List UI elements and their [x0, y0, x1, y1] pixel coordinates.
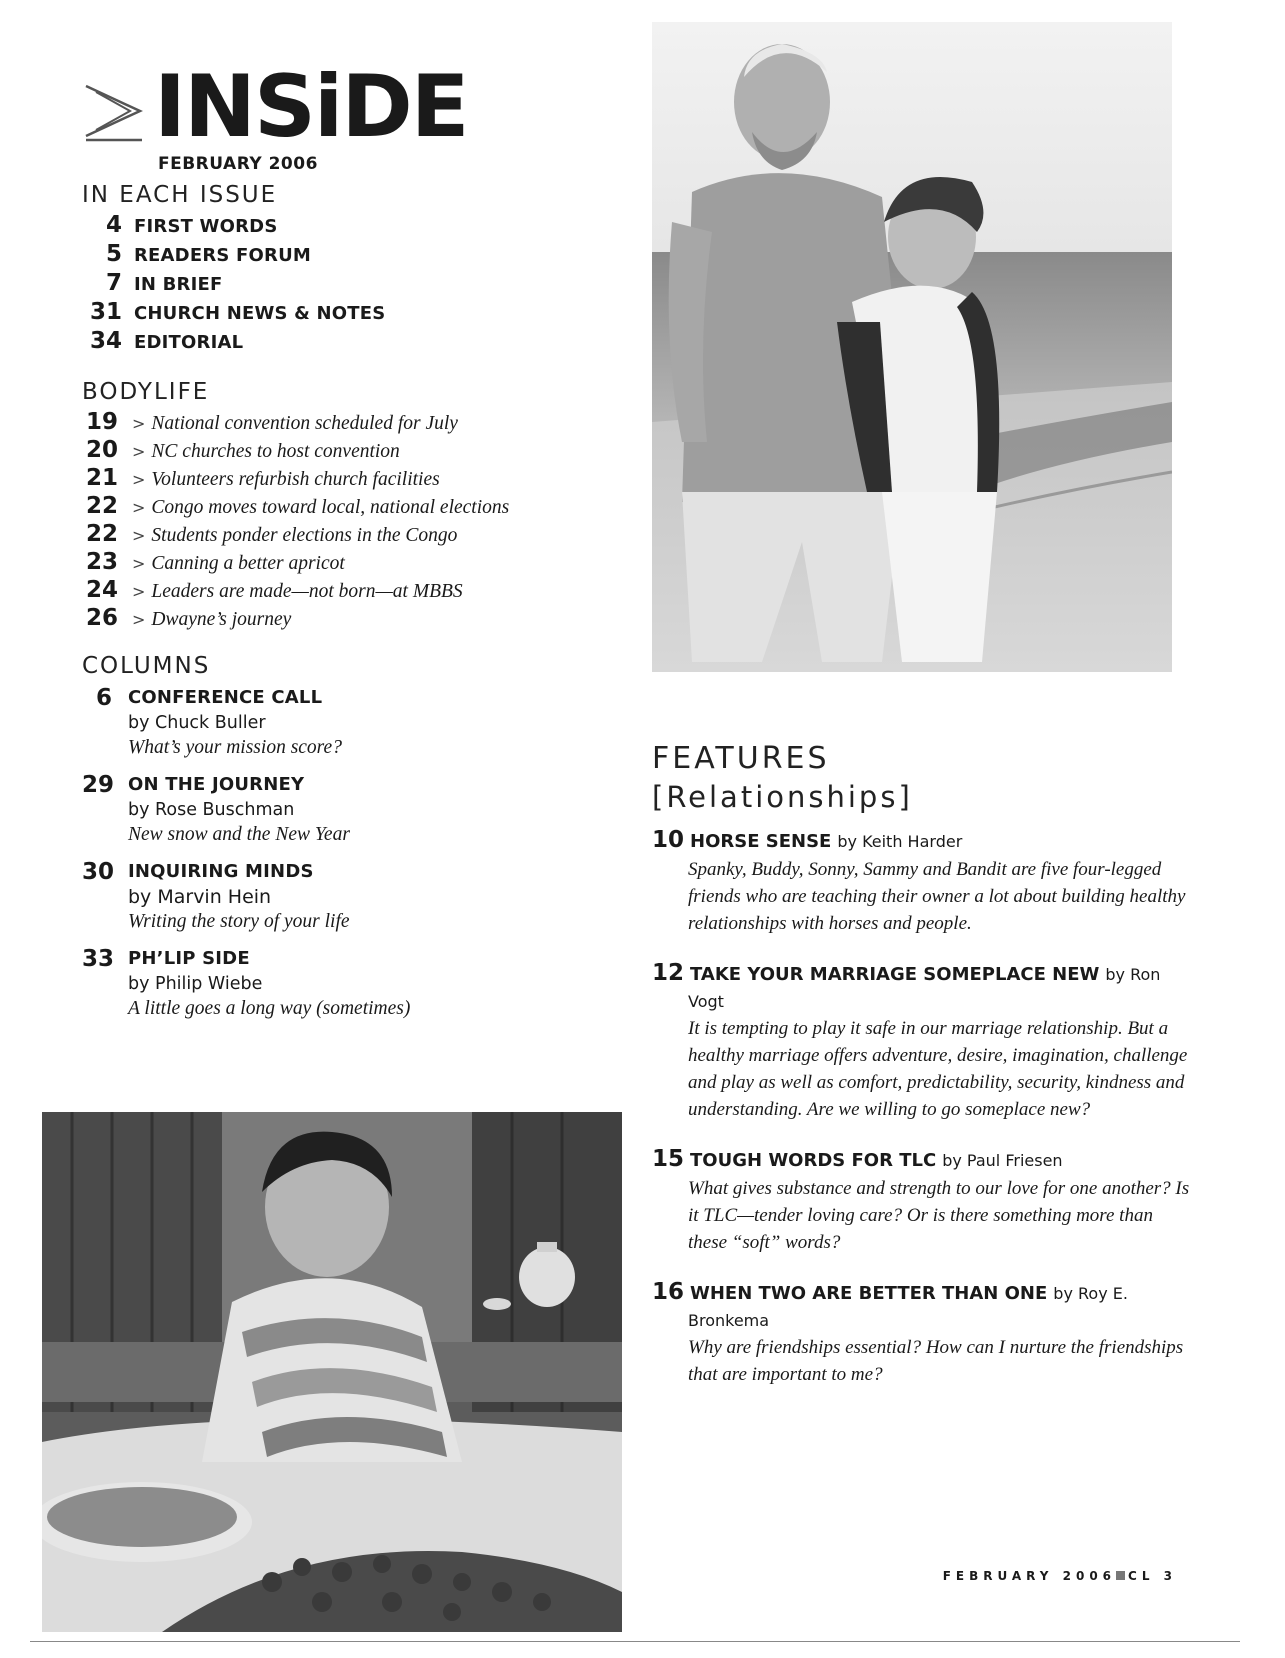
- page-number: 24: [85, 577, 118, 603]
- list-item[interactable]: [82, 270, 602, 299]
- issue-date: FEBRUARY 2006: [158, 154, 318, 174]
- page-number: 10: [652, 827, 685, 853]
- page-number: 6: [95, 685, 112, 711]
- page-number: 31: [89, 299, 122, 325]
- column-dek: New snow and the New Year: [128, 824, 350, 845]
- item-label: READERS FORUM: [134, 245, 312, 266]
- page-number: 12: [652, 960, 685, 986]
- list-item[interactable]: [82, 212, 602, 241]
- footer-date: FEBRUARY 2006: [942, 1569, 1117, 1583]
- couple-beach-photo: [652, 22, 1172, 672]
- byline: by Philip Wiebe: [128, 974, 263, 994]
- page-number: 26: [85, 605, 118, 631]
- feature-item[interactable]: [652, 959, 1192, 1123]
- page-number: 15: [652, 1146, 685, 1172]
- column-dek: A little goes a long way (sometimes): [128, 998, 411, 1019]
- page-number: 19: [85, 409, 118, 435]
- list-item[interactable]: [82, 299, 602, 328]
- item-title: Students ponder elections in the Congo: [151, 525, 458, 546]
- page-number: 30: [82, 859, 115, 885]
- feature-dek: Spanky, Buddy, Sonny, Sammy and Bandit are five four-legged friends who are teaching their owner a lot about building healthy relationships with horses and people.: [688, 859, 1186, 934]
- feature-title: TOUGH WORDS FOR TLC: [690, 1150, 937, 1171]
- list-item[interactable]: [82, 772, 602, 847]
- feature-dek: It is tempting to play it safe in our marriage relationship. But a healthy marriage offers adventure, desire, imagination, challenge and play as well as comfort, predictability, security, kindness and understanding. Are we willing to go someplace new?: [688, 1018, 1188, 1120]
- chevron-right-icon: >: [132, 414, 146, 433]
- footer-page: CL 3: [1128, 1569, 1177, 1583]
- list-item[interactable]: [82, 946, 602, 1021]
- item-title: NC churches to host convention: [151, 441, 400, 462]
- feature-title: TAKE YOUR MARRIAGE SOMEPLACE NEW: [690, 964, 1100, 985]
- column-title: ON THE JOURNEY: [128, 774, 305, 795]
- list-item[interactable]: [82, 241, 602, 270]
- chevron-right-icon: >: [132, 498, 146, 517]
- page-number: 22: [85, 521, 118, 547]
- byline-continued: Vogt: [688, 992, 724, 1011]
- byline: by Marvin Hein: [128, 886, 272, 908]
- bodylife-list: [82, 409, 602, 633]
- feature-title: HORSE SENSE: [690, 831, 832, 852]
- columns-list: [82, 685, 602, 1021]
- feature-title: WHEN TWO ARE BETTER THAN ONE: [690, 1283, 1048, 1304]
- contents-left-column: [82, 180, 602, 1033]
- list-item[interactable]: [82, 437, 602, 465]
- chevron-right-icon: >: [132, 470, 146, 489]
- features-section: [652, 740, 1192, 1388]
- feature-item[interactable]: [652, 826, 1192, 937]
- item-label: EDITORIAL: [134, 332, 244, 353]
- item-label: CHURCH NEWS & NOTES: [134, 303, 386, 324]
- list-item[interactable]: [82, 859, 602, 934]
- list-item[interactable]: [82, 465, 602, 493]
- item-title: National convention scheduled for July: [151, 413, 458, 434]
- byline: by Rose Buschman: [128, 800, 295, 820]
- list-item[interactable]: [82, 605, 602, 633]
- list-item[interactable]: [82, 577, 602, 605]
- girl-apricots-photo: [42, 1112, 622, 1632]
- column-title: CONFERENCE CALL: [128, 687, 323, 708]
- byline: by Roy E.: [1053, 1284, 1128, 1303]
- page-number: 21: [85, 465, 118, 491]
- byline-continued: Bronkema: [688, 1311, 770, 1330]
- section-heading-bodylife: BODYLIFE: [82, 379, 210, 405]
- list-item[interactable]: [82, 549, 602, 577]
- page-footer: [943, 1569, 1177, 1583]
- page-number: 4: [105, 212, 122, 238]
- byline: by Ron: [1105, 965, 1161, 984]
- in-each-issue-list: [82, 212, 602, 357]
- item-label: IN BRIEF: [134, 274, 223, 295]
- page-number: 16: [652, 1279, 685, 1305]
- column-dek: What’s your mission score?: [128, 737, 342, 758]
- section-heading-columns: COLUMNS: [82, 653, 211, 679]
- list-item[interactable]: [82, 685, 602, 760]
- page-number: 29: [82, 772, 115, 798]
- byline: by Chuck Buller: [128, 713, 266, 733]
- chevron-right-icon: [82, 80, 146, 142]
- feature-item[interactable]: [652, 1145, 1192, 1256]
- bottom-divider: [30, 1641, 1240, 1642]
- item-title: Leaders are made—not born—at MBBS: [151, 581, 463, 602]
- feature-dek: What gives substance and strength to our love for one another? Is it TLC—tender loving care? Or is there something more than these “soft” words?: [688, 1178, 1190, 1253]
- page-number: 7: [105, 270, 122, 296]
- features-subheading: [Relationships]: [652, 780, 913, 814]
- item-title: Congo moves toward local, national elections: [151, 497, 510, 518]
- chevron-right-icon: >: [132, 554, 146, 573]
- page-title: INSiDE: [154, 57, 468, 157]
- couple-beach-image: [652, 22, 1172, 672]
- column-dek: Writing the story of your life: [128, 911, 350, 932]
- item-title: Canning a better apricot: [151, 553, 345, 574]
- list-item[interactable]: [82, 409, 602, 437]
- page-number: 20: [85, 437, 118, 463]
- feature-dek: Why are friendships essential? How can I nurture the friendships that are important to me?: [688, 1337, 1184, 1385]
- column-title: PH’LIP SIDE: [128, 948, 250, 969]
- item-title: Dwayne’s journey: [151, 609, 292, 630]
- page-number: 5: [105, 241, 122, 267]
- item-title: Volunteers refurbish church facilities: [151, 469, 440, 490]
- section-heading-features: FEATURES: [652, 741, 830, 776]
- feature-item[interactable]: [652, 1278, 1192, 1388]
- byline: by Keith Harder: [837, 832, 963, 851]
- chevron-right-icon: >: [132, 526, 146, 545]
- section-heading-in-each-issue: IN EACH ISSUE: [82, 182, 278, 208]
- column-title: INQUIRING MINDS: [128, 861, 314, 882]
- chevron-right-icon: >: [132, 442, 146, 461]
- square-bullet-icon: [1116, 1571, 1125, 1580]
- chevron-right-icon: >: [132, 582, 146, 601]
- item-label: FIRST WORDS: [134, 216, 278, 237]
- page-number: 34: [89, 328, 122, 354]
- page-number: 22: [85, 493, 118, 519]
- girl-apricots-image: [42, 1112, 622, 1632]
- chevron-right-icon: >: [132, 610, 146, 629]
- list-item[interactable]: [82, 493, 602, 521]
- byline: by Paul Friesen: [942, 1151, 1063, 1170]
- list-item[interactable]: [82, 328, 602, 357]
- list-item[interactable]: [82, 521, 602, 549]
- page-number: 23: [85, 549, 118, 575]
- page-number: 33: [82, 946, 115, 972]
